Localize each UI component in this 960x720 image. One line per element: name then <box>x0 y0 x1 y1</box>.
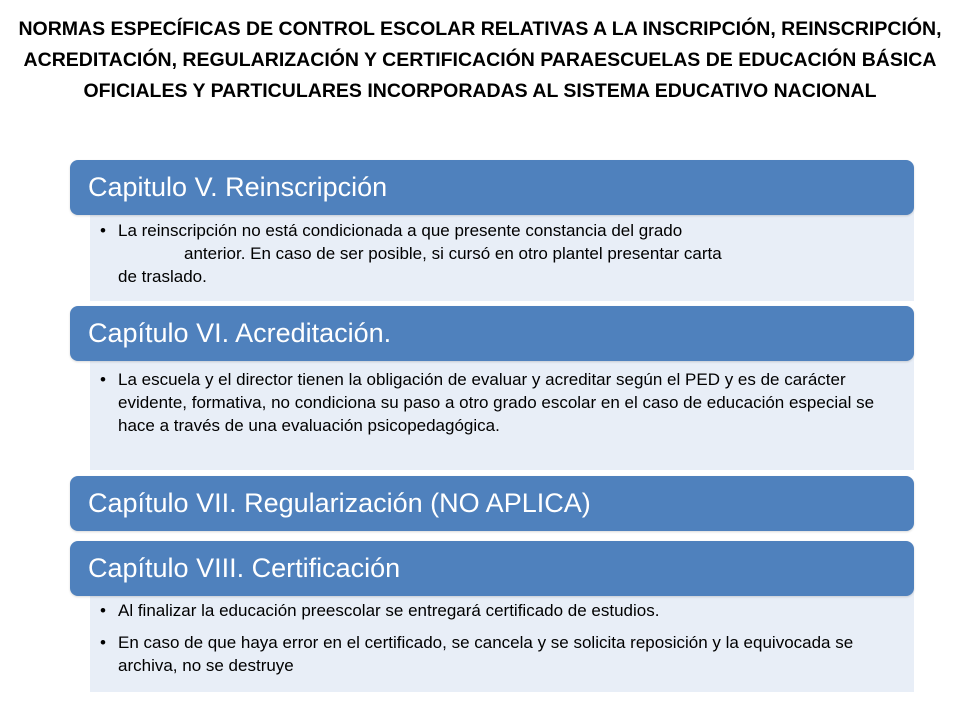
section-panel-certificacion <box>90 586 914 692</box>
section-panel-acreditacion <box>90 352 914 470</box>
list-item: • La escuela y el director tienen la obligación de evaluar y acreditar según el PED y es de carácter evidente, formativa, no condiciona su paso a otro grado escolar en el caso de educación especial se hace a través de una evaluación psicopedagógica. <box>90 368 896 437</box>
section-heading-acreditacion: Capítulo VI. Acreditación. <box>70 306 914 361</box>
list-item <box>90 219 914 288</box>
page-title: NORMAS ESPECÍFICAS DE CONTROL ESCOLAR RELATIVAS A LA INSCRIPCIÓN, REINSCRIPCIÓN, ACREDITACIÓN, REGULARIZACIÓN Y CERTIFICACIÓN PARAESCUELAS DE EDUCACIÓN BÁSICA OFICIALES Y PARTICULARES INCORPORADAS AL SISTEMA EDUCATIVO NACIONAL <box>18 18 942 102</box>
section-heading-certificacion: Capítulo VIII. Certificación <box>70 541 914 596</box>
list-item: • Al finalizar la educación preescolar se entregará certificado de estudios. <box>90 599 896 622</box>
bullet-line: La reinscripción no está condicionada a que presente constancia del grado <box>118 221 683 240</box>
section-heading-regularizacion: Capítulo VII. Regularización (NO APLICA) <box>70 476 914 531</box>
bullet-line: anterior. En caso de ser posible, si cursó en otro plantel presentar carta <box>184 244 722 263</box>
section-heading-reinscripcion: Capitulo V. Reinscripción <box>70 160 914 215</box>
section-panel-reinscripcion <box>90 205 914 301</box>
bullet-line: de traslado. <box>118 267 207 286</box>
list-item: • En caso de que haya error en el certificado, se cancela y se solicita reposición y la equivocada se archiva, no se destruye <box>90 631 896 677</box>
